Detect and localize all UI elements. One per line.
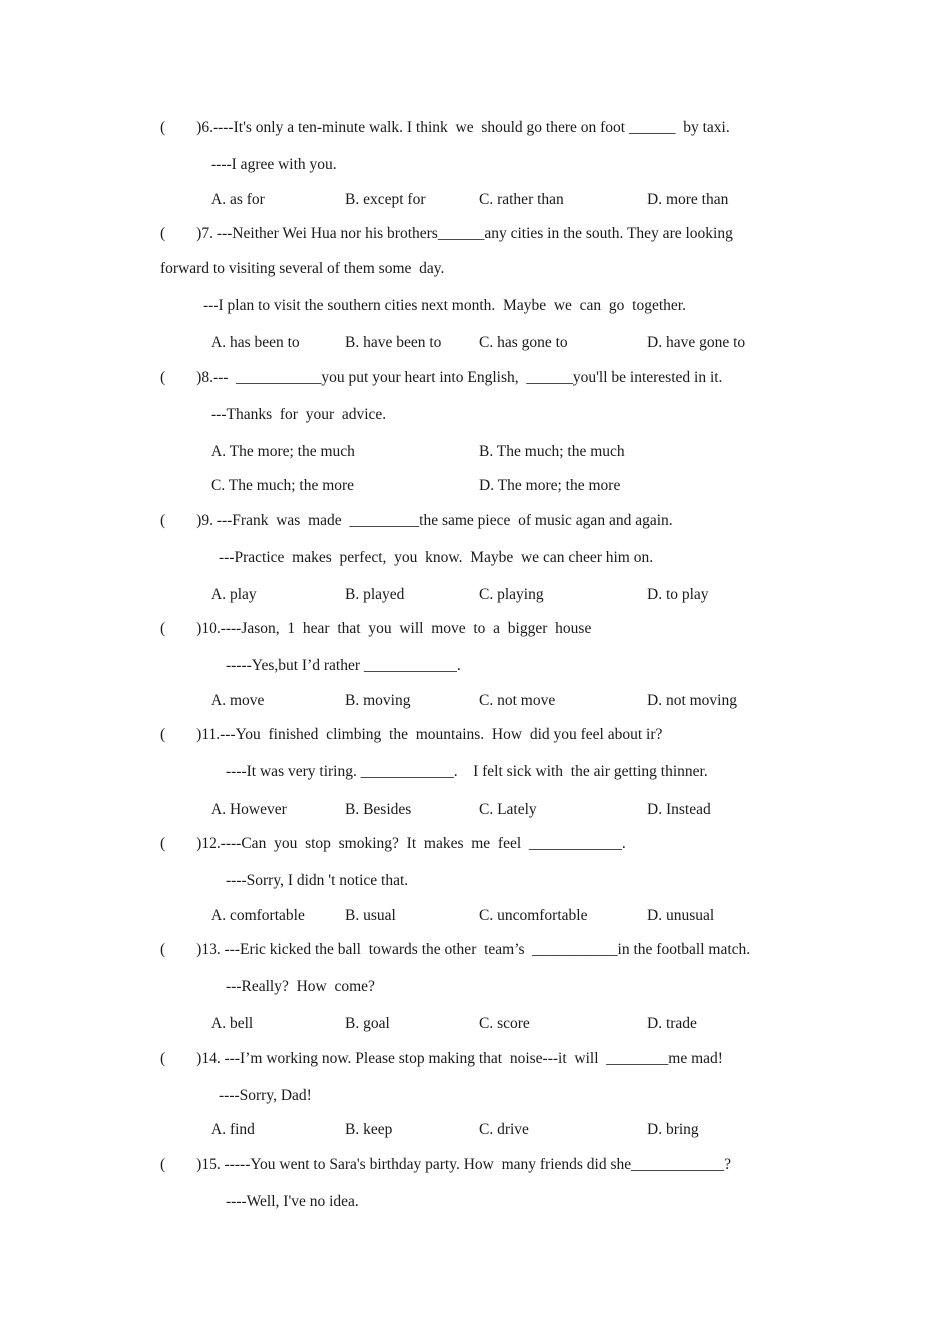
- question-6-dialogue: ----I agree with you.: [211, 156, 337, 173]
- question-14-option-c: C. drive: [479, 1121, 529, 1138]
- question-6-stem: ( )6.----It's only a ten-minute walk. I think we should go there on foot ______ by taxi.: [160, 119, 730, 136]
- question-11-dialogue: ----It was very tiring. ____________. I felt sick with the air getting thinner.: [226, 763, 708, 780]
- question-13-option-d: D. trade: [647, 1015, 697, 1032]
- question-9-dialogue: ---Practice makes perfect, you know. Maybe we can cheer him on.: [219, 549, 654, 566]
- question-12-option-b: B. usual: [345, 907, 396, 924]
- question-15-dialogue: ----Well, I've no idea.: [226, 1193, 359, 1210]
- question-10-stem: ( )10.----Jason, 1 hear that you will move to a bigger house: [160, 620, 592, 637]
- question-6-option-d: D. more than: [647, 191, 729, 208]
- question-9-option-b: B. played: [345, 586, 405, 603]
- question-11-stem: ( )11.---You finished climbing the mountains. How did you feel about ir?: [160, 726, 663, 743]
- question-13-option-c: C. score: [479, 1015, 530, 1032]
- question-6-option-a: A. as for: [211, 191, 265, 208]
- question-14-option-a: A. find: [211, 1121, 255, 1138]
- question-15-stem: ( )15. -----You went to Sara's birthday party. How many friends did she____________?: [160, 1156, 732, 1173]
- question-10-option-c: C. not move: [479, 692, 556, 709]
- question-8-stem: ( )8.--- ___________you put your heart into English, ______you'll be interested in it.: [160, 369, 723, 386]
- question-11-option-b: B. Besides: [345, 801, 412, 818]
- question-12-dialogue: ----Sorry, I didn 't notice that.: [226, 872, 409, 889]
- question-9-stem: ( )9. ---Frank was made _________the same piece of music agan and again.: [160, 512, 673, 529]
- question-7-dialogue: ---I plan to visit the southern cities next month. Maybe we can go together.: [203, 297, 686, 314]
- question-8-dialogue: ---Thanks for your advice.: [211, 406, 387, 423]
- question-7-option-a: A. has been to: [211, 334, 300, 351]
- question-13-stem: ( )13. ---Eric kicked the ball towards the other team’s ___________in the football match.: [160, 941, 751, 958]
- question-10-option-a: A. move: [211, 692, 265, 709]
- question-8-option-b: B. The much; the much: [479, 443, 625, 460]
- question-13-dialogue: ---Really? How come?: [226, 978, 375, 995]
- question-12-option-a: A. comfortable: [211, 907, 305, 924]
- question-7-stem-continued: forward to visiting several of them some day.: [160, 260, 445, 277]
- question-13-option-b: B. goal: [345, 1015, 390, 1032]
- question-6-option-c: C. rather than: [479, 191, 564, 208]
- question-13-option-a: A. bell: [211, 1015, 254, 1032]
- question-9-option-a: A. play: [211, 586, 257, 603]
- question-6-option-b: B. except for: [345, 191, 426, 208]
- question-8-option-a: A. The more; the much: [211, 443, 355, 460]
- question-14-dialogue: ----Sorry, Dad!: [219, 1087, 312, 1104]
- question-12-option-d: D. unusual: [647, 907, 715, 924]
- question-7-option-b: B. have been to: [345, 334, 442, 351]
- question-14-stem: ( )14. ---I’m working now. Please stop making that noise---it will ________me mad!: [160, 1050, 723, 1067]
- question-12-option-c: C. uncomfortable: [479, 907, 588, 924]
- question-9-option-d: D. to play: [647, 586, 709, 603]
- question-7-option-c: C. has gone to: [479, 334, 568, 351]
- question-10-option-d: D. not moving: [647, 692, 737, 709]
- question-8-option-d: D. The more; the more: [479, 477, 621, 494]
- question-14-option-b: B. keep: [345, 1121, 393, 1138]
- question-11-option-d: D. Instead: [647, 801, 711, 818]
- question-8-option-c: C. The much; the more: [211, 477, 355, 494]
- question-7-stem: ( )7. ---Neither Wei Hua nor his brothers______any cities in the south. They are looking: [160, 225, 733, 242]
- question-14-option-d: D. bring: [647, 1121, 699, 1138]
- question-10-option-b: B. moving: [345, 692, 411, 709]
- question-9-option-c: C. playing: [479, 586, 544, 603]
- question-10-dialogue: -----Yes,but I’d rather ____________.: [226, 657, 461, 674]
- question-12-stem: ( )12.----Can you stop smoking? It makes me feel ____________.: [160, 835, 626, 852]
- question-11-option-a: A. However: [211, 801, 287, 818]
- question-11-option-c: C. Lately: [479, 801, 537, 818]
- question-7-option-d: D. have gone to: [647, 334, 746, 351]
